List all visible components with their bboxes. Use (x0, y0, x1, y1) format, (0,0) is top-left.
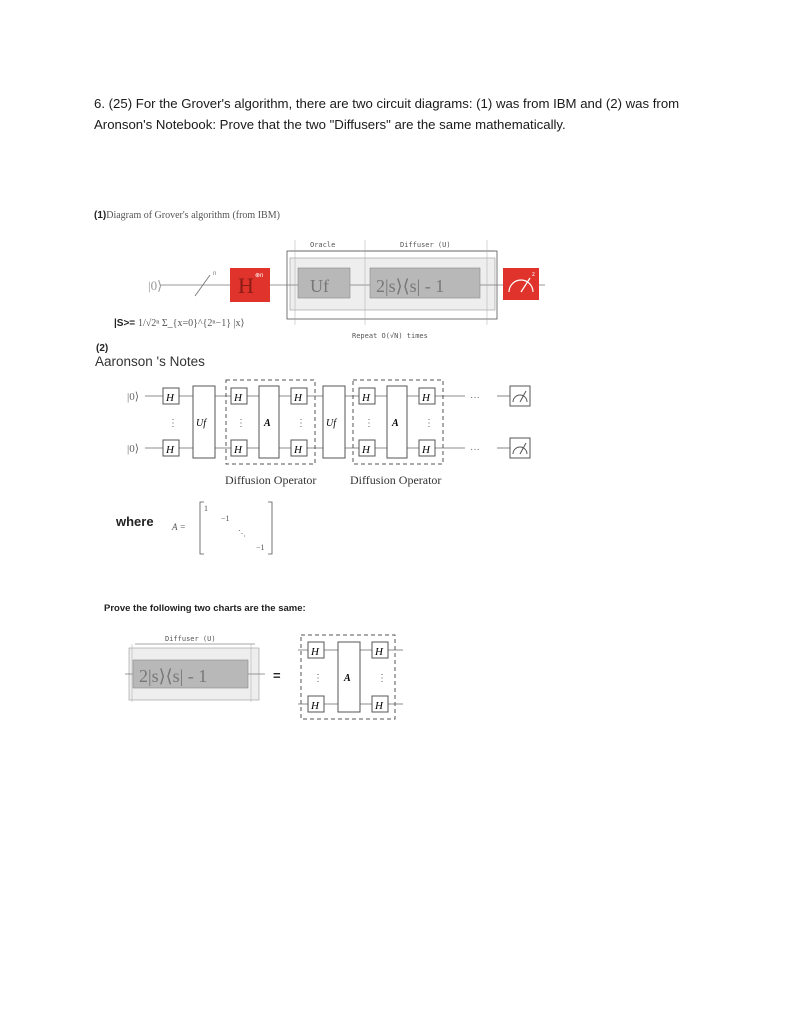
prove-text: Prove the following two charts are the same: (104, 603, 306, 614)
h-1b: H (166, 444, 174, 456)
h-2a: H (234, 392, 242, 404)
matrix-lhs: A = (172, 522, 186, 532)
ket0-top: |0⟩ (127, 391, 139, 403)
uf-1: Uf (196, 418, 206, 429)
svg-text:z: z (532, 272, 535, 278)
where-label: where (116, 514, 154, 529)
h-4b: H (362, 444, 370, 456)
uf-2: Uf (326, 418, 336, 429)
svg-text:⋮: ⋮ (168, 418, 178, 429)
prove-h-1b: H (311, 700, 319, 712)
aaronson-title: Aaronson 's Notes (95, 354, 205, 369)
prove-diffuser (125, 630, 265, 710)
a-1: A (264, 418, 271, 429)
h-1a: H (166, 392, 174, 404)
svg-text:⋮: ⋮ (424, 418, 434, 429)
h-2b: H (234, 444, 242, 456)
hadamard-power: ⊗n (255, 273, 264, 279)
h-5b: H (422, 444, 430, 456)
ibm-input-ket: |0⟩ (148, 278, 163, 293)
ibm-caption-text: Diagram of Grover's algorithm (from IBM) (106, 210, 280, 221)
prove-aaronson-diffuser (298, 632, 408, 722)
svg-text:⋮: ⋮ (236, 418, 246, 429)
matrix-a (168, 498, 288, 558)
diffusion-label-1: Diffusion Operator (225, 473, 317, 487)
aaronson-circuit (125, 378, 545, 488)
s-state-lhs: |S>= (114, 318, 136, 329)
a-2: A (392, 418, 399, 429)
ellipsis-bottom: ··· (470, 444, 480, 455)
diffuser-text: 2|s⟩⟨s| - 1 (376, 276, 445, 296)
repeat-text: Repeat O(√N) times (352, 332, 428, 340)
prove-h-1a: H (311, 646, 319, 658)
svg-text:n: n (213, 271, 217, 277)
measure-icon-top (510, 386, 530, 406)
prove-diffuser-label: Diffuser (U) (165, 635, 216, 643)
matrix-dots: ⋱ (238, 529, 246, 538)
hadamard-text: H (238, 273, 254, 298)
h-3a: H (294, 392, 302, 404)
prove-a: A (344, 673, 351, 684)
question-text: 6. (25) For the Grover's algorithm, there are two circuit diagrams: (1) was from IBM and (2) was from Aronson's Notebook: Prove that the two "Diffusers" are the same mathematically. (94, 96, 680, 132)
ibm-number: (1) (94, 210, 107, 221)
diffuser-label: Diffuser (U) (400, 241, 451, 249)
aaronson-number: (2) (96, 343, 109, 354)
oracle-label: Oracle (310, 241, 336, 249)
svg-text:⋮: ⋮ (364, 418, 374, 429)
uf-text: Uf (310, 276, 329, 296)
matrix-m22: −1 (221, 514, 230, 523)
s-state (114, 318, 244, 329)
equals-sign: = (273, 668, 281, 683)
ibm-caption (94, 210, 280, 221)
h-5a: H (422, 392, 430, 404)
measure-icon-bottom (510, 438, 530, 458)
diffusion-label-2: Diffusion Operator (350, 473, 442, 487)
prove-diffuser-text: 2|s⟩⟨s| - 1 (139, 666, 208, 686)
svg-text:⋮: ⋮ (377, 673, 387, 684)
h-3b: H (294, 444, 302, 456)
prove-h-2a: H (375, 646, 383, 658)
prove-h-2b: H (375, 700, 383, 712)
svg-text:⋮: ⋮ (296, 418, 306, 429)
matrix-m11: 1 (204, 504, 208, 513)
ellipsis-top: ··· (470, 392, 480, 403)
ket0-bottom: |0⟩ (127, 443, 139, 455)
h-4a: H (362, 392, 370, 404)
svg-text:⋮: ⋮ (313, 673, 323, 684)
matrix-mnn: −1 (256, 543, 265, 552)
s-state-def: 1/√2ⁿ Σ_{x=0}^{2ⁿ−1} |x⟩ (137, 318, 245, 329)
